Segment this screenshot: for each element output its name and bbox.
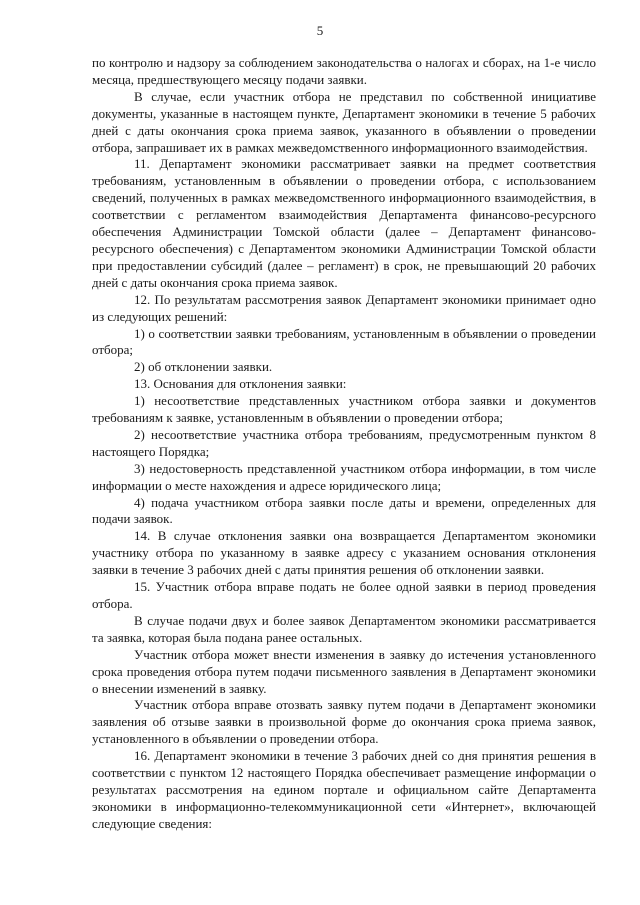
paragraph: 1) несоответствие представленных участником отбора заявки и документов требованиям к заявке, установленным в объявлении о проведении отбора; [92,393,596,426]
paragraph: 2) об отклонении заявки. [134,359,273,375]
paragraph: 14. В случае отклонения заявки она возвращается Департаментом экономики участнику отбора по указанному в заявке адресу с указанием основания отклонения заявки в течение 3 рабочих дней с даты принятия решения об отклонении заявки. [92,528,596,578]
paragraph: В случае, если участник отбора не представил по собственной инициативе документы, указанные в настоящем пункте, Департамент экономики в течение 5 рабочих дней с даты окончания срока приема заявок, указанного в объявлении о проведении отбора, запрашивает их в рамках межведомственного информационного взаимодействия. [92,88,596,155]
paragraph: 16. Департамент экономики в течение 3 рабочих дней со дня принятия решения в соответствии с пунктом 12 настоящего Порядка обеспечивает размещение информации о результатах рассмотрения на едином портале и официальном сайте Департамента экономики в информационно-телекоммуникационной сети «Интернет», включающей следующие сведения: [92,748,596,831]
paragraph: 13. Основания для отклонения заявки: [134,376,347,392]
paragraph: по контролю и надзору за соблюдением законодательства о налогах и сборах, на 1-е число месяца, предшествующего месяцу подачи заявки. [92,55,596,87]
paragraph: Участник отбора вправе отозвать заявку путем подачи в Департамент экономики заявления об отзыве заявки в произвольной форме до окончания срока приема заявок, установленного в объявлении о проведении отбора. [92,697,596,747]
document-body [92,55,596,833]
paragraph: 11. Департамент экономики рассматривает заявки на предмет соответствия требованиям, установленным в объявлении о проведении отбора, с использованием сведений, полученных в рамках межведомственного информационного взаимодействия, в соответствии с регламентом взаимодействия Департамента финансово-ресурсного обеспечения Администрации Томской области (далее – Департамент финансово-ресурсного обеспечения) с Департаментом экономики Администрации Томской области при предоставлении субсидий (далее – регламент) в срок, не превышающий 20 рабочих дней с даты окончания срока приема заявок. [92,156,596,290]
paragraph: 3) недостоверность представленной участником отбора информации, в том числе информации о месте нахождения и адресе юридического лица; [92,460,596,493]
paragraph: В случае подачи двух и более заявок Департаментом экономики рассматривается та заявка, которая была подана ранее остальных. [92,612,596,645]
paragraph: 4) подача участником отбора заявки после даты и времени, определенных для подачи заявок. [92,494,596,527]
paragraph: 2) несоответствие участника отбора требованиям, предусмотренным пунктом 8 настоящего Порядка; [92,426,596,459]
paragraph: 15. Участник отбора вправе подать не более одной заявки в период проведения отбора. [92,579,596,611]
page-number: 5 [316,23,324,38]
paragraph: 1) о соответствии заявки требованиям, установленным в объявлении о проведении отбора; [92,325,596,358]
paragraph: Участник отбора может внести изменения в заявку до истечения установленного срока проведения отбора путем подачи письменного заявления в Департамент экономики о внесении изменений в заявку. [92,646,596,696]
paragraph: 12. По результатам рассмотрения заявок Департамент экономики принимает одно из следующих решений: [92,291,596,324]
